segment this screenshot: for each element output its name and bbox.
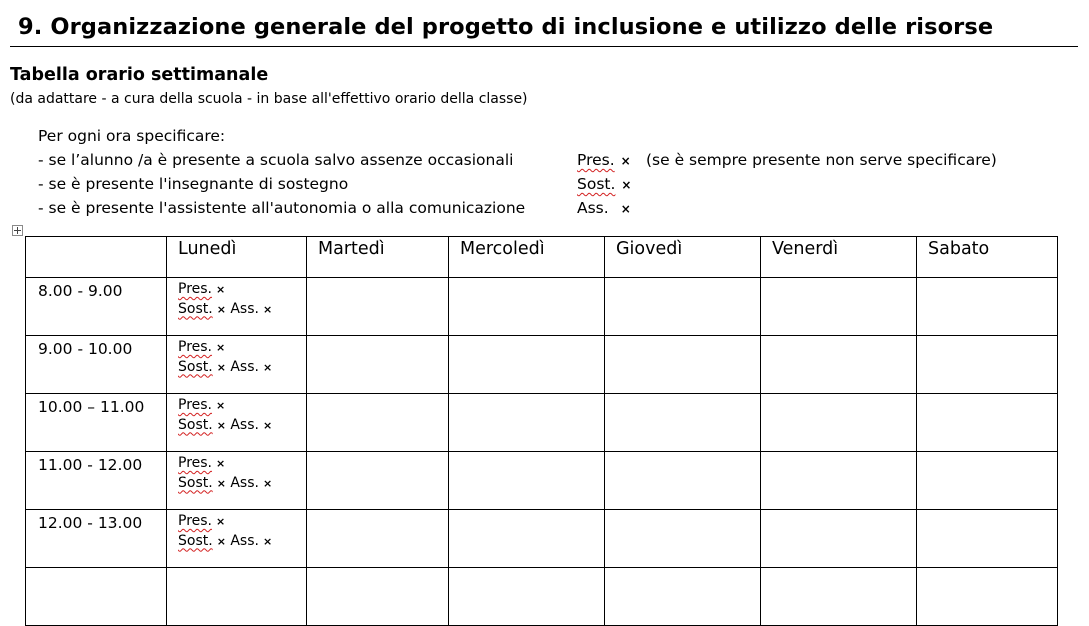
sost-ass-line xyxy=(178,474,306,494)
table-cell-saturday[interactable] xyxy=(917,336,1058,394)
pres-line xyxy=(178,454,306,474)
cross-mark-icon: × xyxy=(262,476,273,490)
table-cell-monday[interactable] xyxy=(167,336,307,394)
table-cell[interactable] xyxy=(917,568,1058,626)
table-row xyxy=(26,394,1058,452)
instruction-code-pres xyxy=(577,151,631,169)
header-saturday: Sabato xyxy=(917,237,1058,278)
sost-ass-line xyxy=(178,300,306,320)
table-move-handle-icon[interactable] xyxy=(12,225,23,236)
table-cell-saturday[interactable] xyxy=(917,510,1058,568)
table-row xyxy=(26,278,1058,336)
table-header-row xyxy=(26,237,1058,278)
table-cell[interactable] xyxy=(605,568,761,626)
table-cell-thursday[interactable] xyxy=(605,336,761,394)
table-row xyxy=(26,510,1058,568)
table-cell[interactable] xyxy=(307,568,449,626)
sost-label: Sost. xyxy=(178,474,213,491)
table-cell[interactable] xyxy=(167,568,307,626)
table-cell-friday[interactable] xyxy=(761,394,917,452)
cross-mark-icon: × xyxy=(216,534,226,548)
weekly-timetable xyxy=(25,236,1058,626)
table-row xyxy=(26,568,1058,626)
cross-mark-icon: × xyxy=(216,302,226,316)
pres-label: Pres. xyxy=(178,339,213,355)
table-cell-wednesday[interactable] xyxy=(449,394,605,452)
pres-label: Pres. xyxy=(178,455,213,471)
ass-label: Ass. xyxy=(230,474,259,491)
cross-mark-icon: × xyxy=(216,457,226,470)
timetable-note: (da adattare - a cura della scuola - in base all'effettivo orario della classe) xyxy=(10,91,528,107)
ass-label: Ass. xyxy=(230,532,259,549)
instruction-code-ass xyxy=(577,199,631,217)
cross-mark-icon: × xyxy=(262,418,273,432)
table-cell-wednesday[interactable] xyxy=(449,278,605,336)
cross-mark-icon: × xyxy=(216,399,226,412)
table-row xyxy=(26,452,1058,510)
time-slot-cell: 10.00 – 11.00 xyxy=(26,394,167,452)
pres-label: Pres. xyxy=(178,281,213,297)
table-cell-thursday[interactable] xyxy=(605,510,761,568)
table-cell[interactable] xyxy=(761,568,917,626)
table-cell[interactable] xyxy=(26,568,167,626)
ass-label: Ass. xyxy=(230,416,259,433)
header-wednesday: Mercoledì xyxy=(449,237,605,278)
section-divider xyxy=(10,46,1078,47)
sost-ass-line xyxy=(178,358,306,378)
instruction-text-ass: - se è presente l'assistente all'autonomia o alla comunicazione xyxy=(38,199,526,217)
instruction-code-sost xyxy=(577,175,631,193)
sost-ass-line xyxy=(178,532,306,552)
time-slot-cell: 8.00 - 9.00 xyxy=(26,278,167,336)
instruction-text-sost: - se è presente l'insegnante di sostegno xyxy=(38,175,349,193)
table-cell-friday[interactable] xyxy=(761,452,917,510)
table-cell-thursday[interactable] xyxy=(605,452,761,510)
pres-line xyxy=(178,396,306,416)
sost-label: Sost. xyxy=(178,416,213,433)
table-cell-friday[interactable] xyxy=(761,336,917,394)
cross-mark-icon: × xyxy=(216,515,226,528)
header-friday: Venerdì xyxy=(761,237,917,278)
table-cell-wednesday[interactable] xyxy=(449,452,605,510)
table-cell-wednesday[interactable] xyxy=(449,336,605,394)
pres-line xyxy=(178,338,306,358)
pres-line xyxy=(178,280,306,300)
table-cell-friday[interactable] xyxy=(761,278,917,336)
ass-label: Ass. xyxy=(230,300,259,317)
cross-mark-icon: × xyxy=(620,202,631,216)
header-tuesday: Martedì xyxy=(307,237,449,278)
time-slot-cell: 9.00 - 10.00 xyxy=(26,336,167,394)
section-title: 9. Organizzazione generale del progetto di inclusione e utilizzo delle risorse xyxy=(18,14,994,40)
cross-mark-icon: × xyxy=(262,360,273,374)
sost-ass-line xyxy=(178,416,306,436)
table-cell-tuesday[interactable] xyxy=(307,452,449,510)
table-cell-tuesday[interactable] xyxy=(307,336,449,394)
cross-mark-icon: × xyxy=(621,178,632,192)
sost-label: Sost. xyxy=(178,358,213,375)
table-cell-monday[interactable] xyxy=(167,510,307,568)
pres-line xyxy=(178,512,306,532)
cross-mark-icon: × xyxy=(216,418,226,432)
table-cell-monday[interactable] xyxy=(167,452,307,510)
table-cell-friday[interactable] xyxy=(761,510,917,568)
table-cell-thursday[interactable] xyxy=(605,278,761,336)
timetable-title: Tabella orario settimanale xyxy=(10,65,269,85)
table-cell-monday[interactable] xyxy=(167,394,307,452)
cross-mark-icon: × xyxy=(216,360,226,374)
instruction-extra-note: (se è sempre presente non serve specificare) xyxy=(646,151,997,169)
cross-mark-icon: × xyxy=(262,534,273,548)
sost-label: Sost. xyxy=(178,532,213,549)
table-cell[interactable] xyxy=(449,568,605,626)
header-monday: Lunedì xyxy=(167,237,307,278)
cross-mark-icon: × xyxy=(216,283,226,296)
pres-label: Pres. xyxy=(178,513,213,529)
cross-mark-icon: × xyxy=(216,341,226,354)
table-cell-wednesday[interactable] xyxy=(449,510,605,568)
cross-mark-icon: × xyxy=(620,154,631,168)
header-time-column xyxy=(26,237,167,278)
table-cell-saturday[interactable] xyxy=(917,452,1058,510)
sost-label: Sost. xyxy=(178,300,213,317)
time-slot-cell: 12.00 - 13.00 xyxy=(26,510,167,568)
ass-label: Ass. xyxy=(230,358,259,375)
table-cell-tuesday[interactable] xyxy=(307,394,449,452)
code-label: Pres. xyxy=(577,151,615,169)
instructions-intro: Per ogni ora specificare: xyxy=(38,127,226,145)
cross-mark-icon: × xyxy=(216,476,226,490)
table-cell-saturday[interactable] xyxy=(917,278,1058,336)
table-cell-saturday[interactable] xyxy=(917,394,1058,452)
code-label: Ass. xyxy=(577,199,609,217)
table-cell-thursday[interactable] xyxy=(605,394,761,452)
table-cell-monday[interactable] xyxy=(167,278,307,336)
header-thursday: Giovedì xyxy=(605,237,761,278)
cross-mark-icon: × xyxy=(262,302,273,316)
time-slot-cell: 11.00 - 12.00 xyxy=(26,452,167,510)
table-row xyxy=(26,336,1058,394)
table-cell-tuesday[interactable] xyxy=(307,510,449,568)
pres-label: Pres. xyxy=(178,397,213,413)
code-label: Sost. xyxy=(577,175,616,193)
table-cell-tuesday[interactable] xyxy=(307,278,449,336)
instruction-text-pres: - se l’alunno /a è presente a scuola salvo assenze occasionali xyxy=(38,151,514,169)
